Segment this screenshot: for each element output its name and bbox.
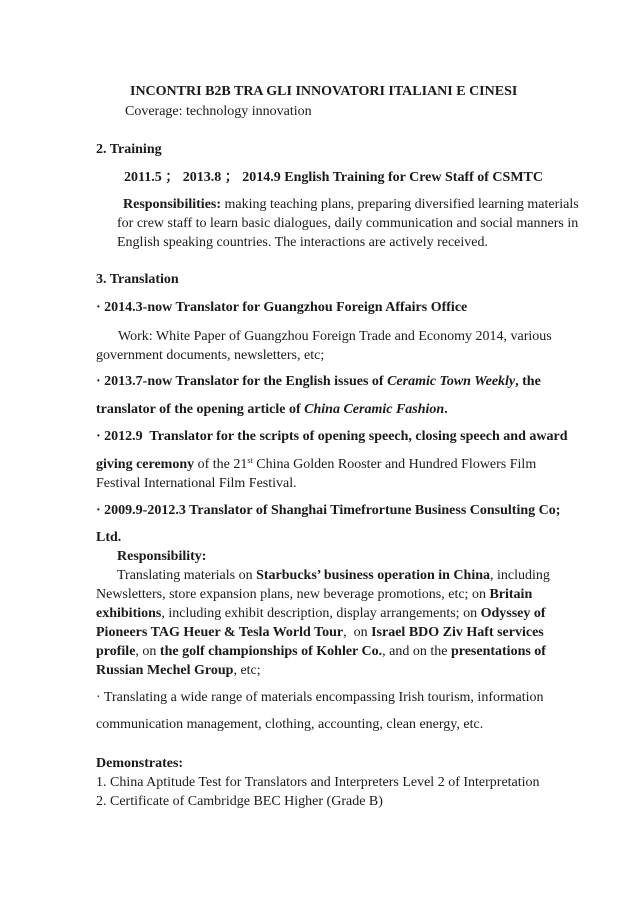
translation-item4-para-line2: Newsletters, store expansion plans, new beverage promotions, etc; on Britain bbox=[96, 587, 533, 602]
translation-heading: 3. Translation bbox=[96, 272, 179, 287]
demonstrates-heading: Demonstrates: bbox=[96, 756, 184, 771]
header-title: INCONTRI B2B TRA GLI INNOVATORI ITALIANI E CINESI bbox=[130, 84, 518, 99]
training-resp-line3: English speaking countries. The interactions are actively received. bbox=[117, 235, 488, 250]
translation-item4-para-line4: Pioneers TAG Heuer & Tesla World Tour, on Israel BDO Ziv Haft services bbox=[96, 625, 544, 640]
training-resp-line1: Responsibilities: making teaching plans, preparing diversified learning materials bbox=[123, 197, 579, 212]
translation-item4-para-line6: Russian Mechel Group, etc; bbox=[96, 663, 261, 678]
translation-item1-work-line2: government documents, newsletters, etc; bbox=[96, 348, 325, 363]
demonstrates-item-2: 2. Certificate of Cambridge BEC Higher (Grade B) bbox=[96, 794, 383, 809]
translation-item2-title: · 2013.7-now Translator for the English issues of Ceramic Town Weekly, the bbox=[96, 374, 541, 389]
translation-item3-line3: Festival International Film Festival. bbox=[96, 476, 297, 491]
header-coverage: Coverage: technology innovation bbox=[125, 104, 312, 119]
translation-item2-line2: translator of the opening article of China Ceramic Fashion. bbox=[96, 402, 448, 417]
translation-item4-resp-label: Responsibility: bbox=[117, 549, 207, 564]
translation-item4-para-line1: Translating materials on Starbucks’ business operation in China, including bbox=[117, 568, 550, 583]
translation-item1-title: · 2014.3-now Translator for Guangzhou Foreign Affairs Office bbox=[96, 300, 468, 315]
translation-item3-line2: giving ceremony of the 21st China Golden Rooster and Hundred Flowers Film bbox=[96, 456, 537, 472]
translation-item4-para-line5: profile, on the golf championships of Kohler Co., and on the presentations of bbox=[96, 644, 546, 659]
translation-item1-work-line1: Work: White Paper of Guangzhou Foreign Trade and Economy 2014, various bbox=[118, 329, 552, 344]
translation-item4-para-line3: exhibitions, including exhibit description, display arrangements; on Odyssey of bbox=[96, 606, 546, 621]
translation-item4-title-line2: Ltd. bbox=[96, 530, 122, 545]
translation-item5-line2: communication management, clothing, accounting, clean energy, etc. bbox=[96, 717, 484, 732]
training-resp-line2: for crew staff to learn basic dialogues, daily communication and social manners in bbox=[117, 216, 579, 231]
demonstrates-item-1: 1. China Aptitude Test for Translators and Interpreters Level 2 of Interpretation bbox=[96, 775, 540, 790]
training-title: 2011.5 ； 2013.8 ； 2014.9 English Training for Crew Staff of CSMTC bbox=[124, 170, 543, 185]
translation-item4-title: · 2009.9-2012.3 Translator of Shanghai Timefrortune Business Consulting Co; bbox=[96, 503, 561, 518]
translation-item5-line1: · Translating a wide range of materials encompassing Irish tourism, information bbox=[96, 690, 544, 705]
training-heading: 2. Training bbox=[96, 142, 162, 157]
translation-item3-title: · 2012.9 Translator for the scripts of opening speech, closing speech and award bbox=[96, 429, 568, 444]
